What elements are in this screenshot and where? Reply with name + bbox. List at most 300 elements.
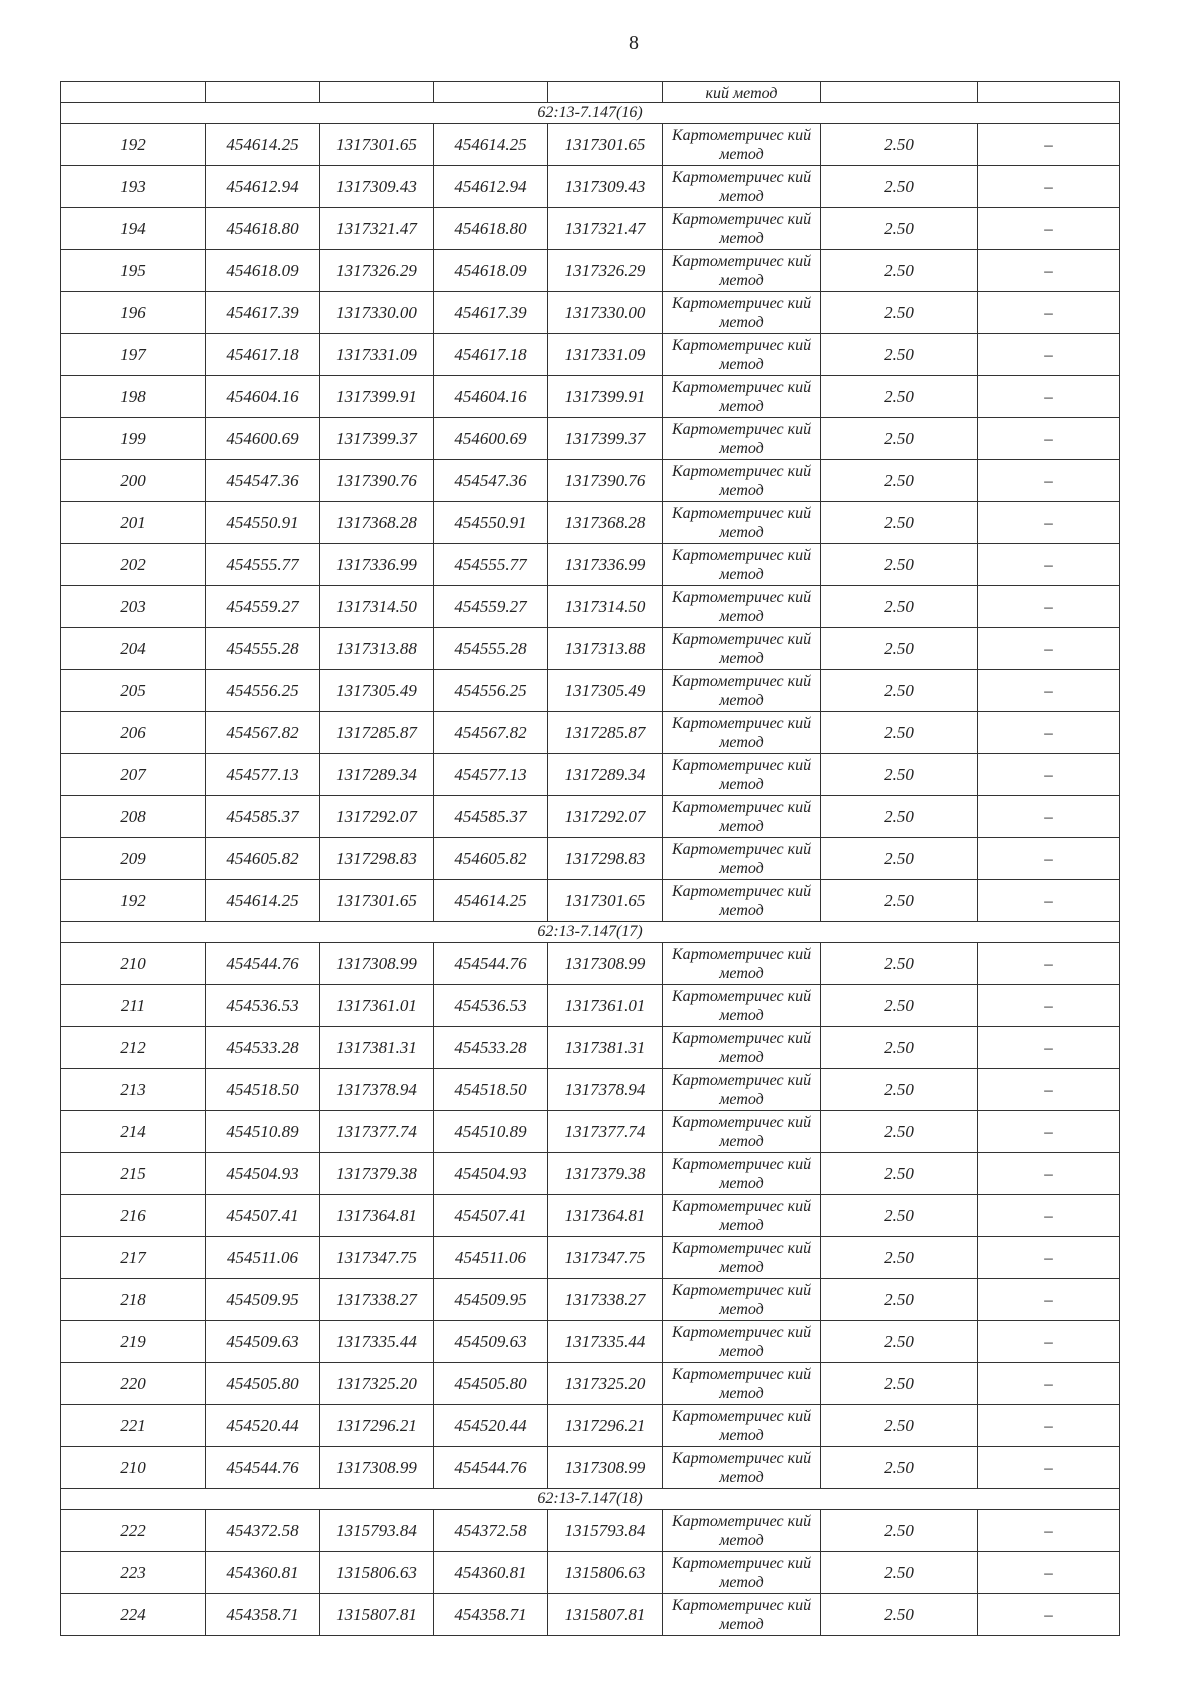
x-existing-cell: 454577.13 [206,754,320,796]
description-cell: – [978,880,1120,922]
x-new-cell: 454536.53 [434,985,548,1027]
point-number-cell: 223 [61,1552,206,1594]
method-cell: Картометричес кий метод [663,544,821,586]
y-existing-cell: 1317308.99 [320,1447,434,1489]
table-row [61,796,1120,838]
precision-cell: 2.50 [821,796,978,838]
description-cell: – [978,1594,1120,1636]
description-cell: – [978,754,1120,796]
table-row [61,1447,1120,1489]
x-existing-cell: 454358.71 [206,1594,320,1636]
description-cell: – [978,1363,1120,1405]
precision-cell: 2.50 [821,418,978,460]
method-cell: Картометричес кий метод [663,712,821,754]
table-row [61,670,1120,712]
point-number-cell: 194 [61,208,206,250]
method-cell: Картометричес кий метод [663,880,821,922]
y-existing-cell: 1317377.74 [320,1111,434,1153]
x-existing-cell: 454556.25 [206,670,320,712]
x-new-cell: 454612.94 [434,166,548,208]
x-new-cell: 454358.71 [434,1594,548,1636]
x-new-cell: 454614.25 [434,880,548,922]
x-existing-cell: 454605.82 [206,838,320,880]
x-new-cell: 454505.80 [434,1363,548,1405]
table-row [61,208,1120,250]
x-new-cell: 454555.77 [434,544,548,586]
y-new-cell: 1317289.34 [548,754,663,796]
x-existing-cell: 454612.94 [206,166,320,208]
method-cell: Картометричес кий метод [663,502,821,544]
y-new-cell: 1317331.09 [548,334,663,376]
precision-cell: 2.50 [821,1510,978,1552]
table-row [61,943,1120,985]
y-new-cell: 1317325.20 [548,1363,663,1405]
precision-cell: 2.50 [821,1594,978,1636]
method-cell: Картометричес кий метод [663,1237,821,1279]
precision-cell: 2.50 [821,838,978,880]
method-cell: Картометричес кий метод [663,1510,821,1552]
precision-cell: 2.50 [821,376,978,418]
y-existing-cell: 1315807.81 [320,1594,434,1636]
point-number-cell: 219 [61,1321,206,1363]
point-number-cell: 193 [61,166,206,208]
y-existing-cell: 1317347.75 [320,1237,434,1279]
precision-cell: 2.50 [821,1405,978,1447]
point-number-cell: 201 [61,502,206,544]
x-existing-cell: 454372.58 [206,1510,320,1552]
description-cell: – [978,1405,1120,1447]
x-existing-cell: 454509.63 [206,1321,320,1363]
x-existing-cell: 454617.18 [206,334,320,376]
y-existing-cell: 1315793.84 [320,1510,434,1552]
x-existing-cell: 454520.44 [206,1405,320,1447]
table-row [61,1279,1120,1321]
section-title: 62:13-7.147(17) [61,922,1120,943]
method-cell: Картометричес кий метод [663,754,821,796]
table-row [61,985,1120,1027]
table-row [61,1237,1120,1279]
x-existing-cell: 454567.82 [206,712,320,754]
method-cell: Картометричес кий метод [663,124,821,166]
description-cell: – [978,943,1120,985]
method-cell: Картометричес кий метод [663,943,821,985]
description-cell: – [978,502,1120,544]
table-row [61,250,1120,292]
y-existing-cell: 1317308.99 [320,943,434,985]
method-cell: Картометричес кий метод [663,1447,821,1489]
description-cell: – [978,124,1120,166]
y-existing-cell: 1317296.21 [320,1405,434,1447]
point-number-cell: 192 [61,880,206,922]
table-row [61,460,1120,502]
point-number-cell: 214 [61,1111,206,1153]
x-new-cell: 454604.16 [434,376,548,418]
table-row [61,124,1120,166]
x-new-cell: 454600.69 [434,418,548,460]
x-existing-cell: 454533.28 [206,1027,320,1069]
continuation-row [61,82,1120,103]
description-cell: – [978,796,1120,838]
x-existing-cell: 454617.39 [206,292,320,334]
point-number-cell: 211 [61,985,206,1027]
y-new-cell: 1317335.44 [548,1321,663,1363]
x-new-cell: 454555.28 [434,628,548,670]
table-body [61,82,1120,1636]
x-existing-cell: 454559.27 [206,586,320,628]
x-new-cell: 454617.39 [434,292,548,334]
description-cell: – [978,1069,1120,1111]
point-number-cell: 204 [61,628,206,670]
x-existing-cell: 454544.76 [206,1447,320,1489]
table-row [61,628,1120,670]
x-new-cell: 454614.25 [434,124,548,166]
y-new-cell: 1317305.49 [548,670,663,712]
x-existing-cell: 454511.06 [206,1237,320,1279]
section-header-row [61,922,1120,943]
y-existing-cell: 1317399.91 [320,376,434,418]
point-number-cell: 205 [61,670,206,712]
description-cell: – [978,292,1120,334]
x-new-cell: 454509.95 [434,1279,548,1321]
description-cell: – [978,1279,1120,1321]
x-new-cell: 454605.82 [434,838,548,880]
description-cell: – [978,586,1120,628]
y-existing-cell: 1317292.07 [320,796,434,838]
y-existing-cell: 1317379.38 [320,1153,434,1195]
y-new-cell: 1317285.87 [548,712,663,754]
y-existing-cell: 1317285.87 [320,712,434,754]
table-row [61,418,1120,460]
description-cell: – [978,1510,1120,1552]
y-new-cell: 1317399.37 [548,418,663,460]
x-existing-cell: 454618.80 [206,208,320,250]
precision-cell: 2.50 [821,334,978,376]
point-number-cell: 218 [61,1279,206,1321]
y-new-cell: 1317379.38 [548,1153,663,1195]
y-existing-cell: 1315806.63 [320,1552,434,1594]
precision-cell: 2.50 [821,1237,978,1279]
precision-cell: 2.50 [821,1552,978,1594]
x-new-cell: 454504.93 [434,1153,548,1195]
table-row [61,1069,1120,1111]
table-row [61,1363,1120,1405]
point-number-cell: 197 [61,334,206,376]
table-row [61,880,1120,922]
table-row [61,544,1120,586]
x-existing-cell: 454544.76 [206,943,320,985]
table-row [61,838,1120,880]
precision-cell: 2.50 [821,1321,978,1363]
point-number-cell: 199 [61,418,206,460]
y-existing-cell: 1317331.09 [320,334,434,376]
precision-cell: 2.50 [821,712,978,754]
section-header-row [61,103,1120,124]
y-existing-cell: 1317309.43 [320,166,434,208]
method-cell: Картометричес кий метод [663,1594,821,1636]
x-existing-cell: 454604.16 [206,376,320,418]
precision-cell: 2.50 [821,124,978,166]
x-new-cell: 454550.91 [434,502,548,544]
y-new-cell: 1317390.76 [548,460,663,502]
precision-cell: 2.50 [821,1363,978,1405]
x-new-cell: 454547.36 [434,460,548,502]
y-new-cell: 1317381.31 [548,1027,663,1069]
x-existing-cell: 454614.25 [206,124,320,166]
y-new-cell: 1317296.21 [548,1405,663,1447]
description-cell: – [978,1447,1120,1489]
method-cell: Картометричес кий метод [663,166,821,208]
y-existing-cell: 1317313.88 [320,628,434,670]
point-number-cell: 195 [61,250,206,292]
description-cell: – [978,838,1120,880]
precision-cell: 2.50 [821,628,978,670]
point-number-cell: 222 [61,1510,206,1552]
method-cell: Картометричес кий метод [663,838,821,880]
precision-cell: 2.50 [821,1153,978,1195]
table-row [61,502,1120,544]
x-new-cell: 454511.06 [434,1237,548,1279]
description-cell: – [978,334,1120,376]
x-new-cell: 454544.76 [434,1447,548,1489]
x-existing-cell: 454547.36 [206,460,320,502]
point-number-cell: 224 [61,1594,206,1636]
precision-cell: 2.50 [821,1447,978,1489]
description-cell: – [978,460,1120,502]
y-new-cell: 1317313.88 [548,628,663,670]
method-cell: Картометричес кий метод [663,208,821,250]
method-cell: Картометричес кий метод [663,376,821,418]
y-new-cell: 1317326.29 [548,250,663,292]
x-existing-cell: 454510.89 [206,1111,320,1153]
x-existing-cell: 454614.25 [206,880,320,922]
x-new-cell: 454372.58 [434,1510,548,1552]
y-new-cell: 1317308.99 [548,943,663,985]
y-new-cell: 1317368.28 [548,502,663,544]
x-existing-cell: 454360.81 [206,1552,320,1594]
method-cell: Картометричес кий метод [663,586,821,628]
point-number-cell: 208 [61,796,206,838]
point-number-cell: 198 [61,376,206,418]
x-new-cell: 454577.13 [434,754,548,796]
y-existing-cell: 1317336.99 [320,544,434,586]
point-number-cell: 221 [61,1405,206,1447]
precision-cell: 2.50 [821,1195,978,1237]
y-new-cell: 1317292.07 [548,796,663,838]
y-existing-cell: 1317289.34 [320,754,434,796]
y-new-cell: 1317321.47 [548,208,663,250]
x-existing-cell: 454600.69 [206,418,320,460]
y-existing-cell: 1317326.29 [320,250,434,292]
method-cell: Картометричес кий метод [663,1552,821,1594]
method-cell: Картометричес кий метод [663,670,821,712]
y-new-cell: 1317301.65 [548,124,663,166]
x-existing-cell: 454555.77 [206,544,320,586]
table-row [61,1405,1120,1447]
x-new-cell: 454544.76 [434,943,548,985]
method-cell: Картометричес кий метод [663,1195,821,1237]
point-number-cell: 196 [61,292,206,334]
description-cell: – [978,250,1120,292]
x-new-cell: 454559.27 [434,586,548,628]
point-number-cell: 209 [61,838,206,880]
x-existing-cell: 454550.91 [206,502,320,544]
x-new-cell: 454618.80 [434,208,548,250]
precision-cell: 2.50 [821,1027,978,1069]
precision-cell: 2.50 [821,292,978,334]
precision-cell: 2.50 [821,1069,978,1111]
description-cell: – [978,1027,1120,1069]
x-existing-cell: 454618.09 [206,250,320,292]
point-number-cell: 202 [61,544,206,586]
description-cell: – [978,166,1120,208]
precision-cell: 2.50 [821,1279,978,1321]
precision-cell: 2.50 [821,880,978,922]
precision-cell: 2.50 [821,166,978,208]
point-number-cell: 210 [61,1447,206,1489]
table-row [61,334,1120,376]
y-new-cell: 1317301.65 [548,880,663,922]
y-existing-cell: 1317330.00 [320,292,434,334]
point-number-cell: 210 [61,943,206,985]
table-row [61,166,1120,208]
section-title: 62:13-7.147(16) [61,103,1120,124]
table-row [61,1111,1120,1153]
point-number-cell: 206 [61,712,206,754]
method-cell: Картометричес кий метод [663,628,821,670]
x-existing-cell: 454507.41 [206,1195,320,1237]
method-cell: Картометричес кий метод [663,1321,821,1363]
description-cell: – [978,1237,1120,1279]
point-number-cell: 215 [61,1153,206,1195]
y-new-cell: 1317298.83 [548,838,663,880]
continuation-method: кий метод [663,82,821,103]
method-cell: Картометричес кий метод [663,1405,821,1447]
precision-cell: 2.50 [821,460,978,502]
y-new-cell: 1317364.81 [548,1195,663,1237]
point-number-cell: 192 [61,124,206,166]
method-cell: Картометричес кий метод [663,985,821,1027]
y-existing-cell: 1317364.81 [320,1195,434,1237]
point-number-cell: 217 [61,1237,206,1279]
table-row [61,1195,1120,1237]
description-cell: – [978,208,1120,250]
y-new-cell: 1315807.81 [548,1594,663,1636]
description-cell: – [978,1552,1120,1594]
y-existing-cell: 1317399.37 [320,418,434,460]
y-existing-cell: 1317390.76 [320,460,434,502]
description-cell: – [978,628,1120,670]
precision-cell: 2.50 [821,670,978,712]
method-cell: Картометричес кий метод [663,1363,821,1405]
y-existing-cell: 1317361.01 [320,985,434,1027]
point-number-cell: 213 [61,1069,206,1111]
y-new-cell: 1317330.00 [548,292,663,334]
precision-cell: 2.50 [821,985,978,1027]
x-new-cell: 454510.89 [434,1111,548,1153]
point-number-cell: 203 [61,586,206,628]
table-row [61,754,1120,796]
point-number-cell: 212 [61,1027,206,1069]
precision-cell: 2.50 [821,586,978,628]
table-row [61,292,1120,334]
y-existing-cell: 1317298.83 [320,838,434,880]
point-number-cell: 220 [61,1363,206,1405]
table-row [61,1552,1120,1594]
y-new-cell: 1317347.75 [548,1237,663,1279]
x-existing-cell: 454509.95 [206,1279,320,1321]
x-existing-cell: 454555.28 [206,628,320,670]
y-new-cell: 1317399.91 [548,376,663,418]
table-row [61,376,1120,418]
precision-cell: 2.50 [821,544,978,586]
y-new-cell: 1315806.63 [548,1552,663,1594]
y-existing-cell: 1317338.27 [320,1279,434,1321]
method-cell: Картометричес кий метод [663,1153,821,1195]
coordinates-table [60,81,1120,1636]
y-existing-cell: 1317378.94 [320,1069,434,1111]
table-row [61,712,1120,754]
description-cell: – [978,712,1120,754]
x-existing-cell: 454504.93 [206,1153,320,1195]
x-new-cell: 454520.44 [434,1405,548,1447]
table-row [61,586,1120,628]
point-number-cell: 207 [61,754,206,796]
y-new-cell: 1317314.50 [548,586,663,628]
precision-cell: 2.50 [821,250,978,292]
precision-cell: 2.50 [821,943,978,985]
method-cell: Картометричес кий метод [663,250,821,292]
description-cell: – [978,1195,1120,1237]
x-new-cell: 454567.82 [434,712,548,754]
table-row [61,1153,1120,1195]
section-title: 62:13-7.147(18) [61,1489,1120,1510]
description-cell: – [978,1153,1120,1195]
method-cell: Картометричес кий метод [663,334,821,376]
x-new-cell: 454617.18 [434,334,548,376]
table-row [61,1594,1120,1636]
y-existing-cell: 1317381.31 [320,1027,434,1069]
y-existing-cell: 1317321.47 [320,208,434,250]
y-new-cell: 1317309.43 [548,166,663,208]
table-row [61,1510,1120,1552]
description-cell: – [978,1321,1120,1363]
x-new-cell: 454618.09 [434,250,548,292]
x-new-cell: 454533.28 [434,1027,548,1069]
description-cell: – [978,670,1120,712]
x-existing-cell: 454585.37 [206,796,320,838]
method-cell: Картометричес кий метод [663,418,821,460]
precision-cell: 2.50 [821,1111,978,1153]
method-cell: Картометричес кий метод [663,1069,821,1111]
description-cell: – [978,544,1120,586]
method-cell: Картометричес кий метод [663,460,821,502]
x-new-cell: 454518.50 [434,1069,548,1111]
y-existing-cell: 1317314.50 [320,586,434,628]
description-cell: – [978,1111,1120,1153]
table-row [61,1027,1120,1069]
x-new-cell: 454556.25 [434,670,548,712]
x-new-cell: 454585.37 [434,796,548,838]
x-existing-cell: 454536.53 [206,985,320,1027]
method-cell: Картометричес кий метод [663,1279,821,1321]
y-existing-cell: 1317301.65 [320,124,434,166]
method-cell: Картометричес кий метод [663,1027,821,1069]
description-cell: – [978,418,1120,460]
x-new-cell: 454360.81 [434,1552,548,1594]
y-existing-cell: 1317325.20 [320,1363,434,1405]
precision-cell: 2.50 [821,208,978,250]
y-new-cell: 1317361.01 [548,985,663,1027]
